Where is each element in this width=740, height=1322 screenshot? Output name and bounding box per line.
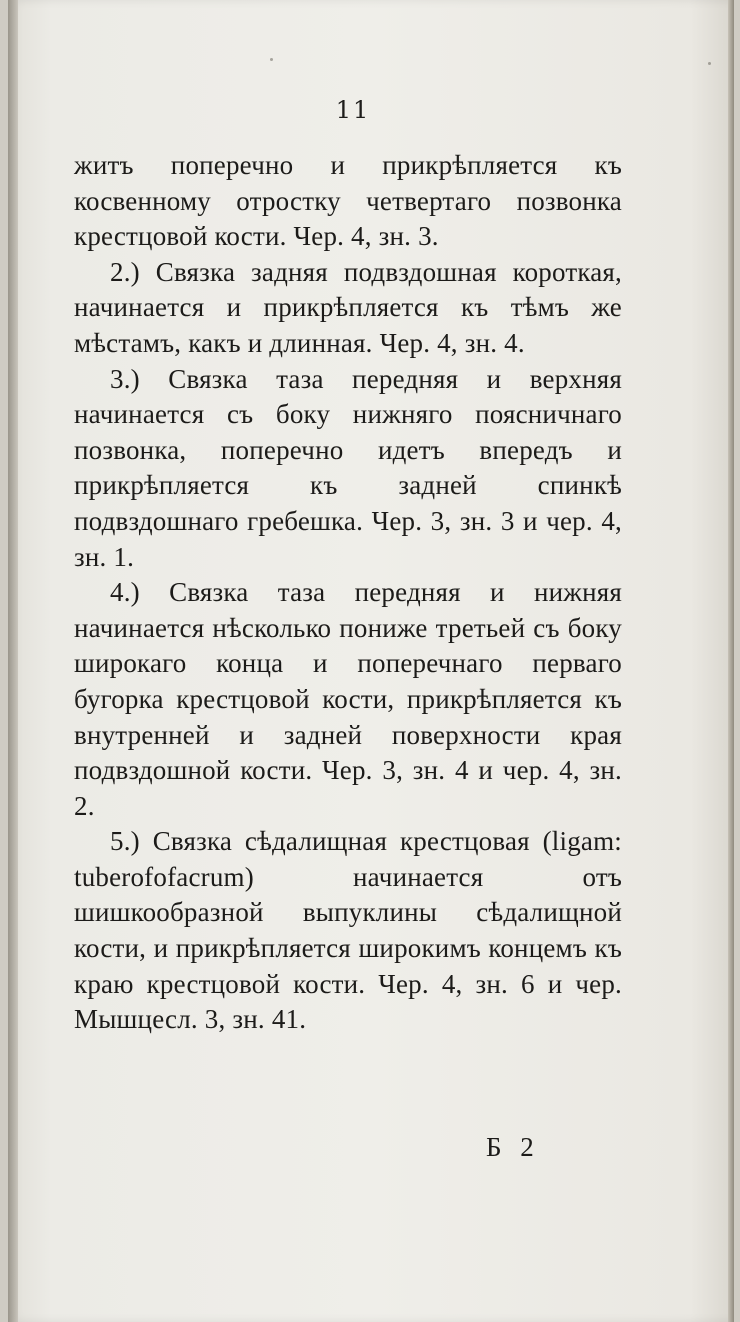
body-text [74, 148, 622, 1038]
signature-mark: Б 2 [486, 1132, 540, 1162]
paragraph-ligament-2: 2.) Связка задняя подвздошная короткая, начинается и прикрѣпляется къ тѣмъ же мѣстамъ, какъ и длинная. Чер. 4, зн. 4. [74, 256, 622, 358]
book-page [8, 0, 734, 1322]
page-number: 11 [335, 96, 371, 124]
paragraph-continuation: житъ поперечно и прикрѣпляется къ косвенному отростку четвертаго позвонка крестцовой кости. Чер. 4, зн. 3. [74, 150, 622, 252]
paper-speck [270, 58, 273, 61]
paragraph-ligament-4: 4.) Связка таза передняя и нижняя начинается нѣсколько пониже третьей съ боку широкаго конца и поперечнаго перваго бугорка крестцовой кости, прикрѣпляется къ внутренней и задней поверхности края подвздошной кости. Чер. 3, зн. 4 и чер. 4, зн. 2. [74, 577, 622, 821]
paper-speck [708, 62, 711, 65]
paragraph-ligament-3: 3.) Связка таза передняя и верхняя начинается съ боку нижняго поясничнаго позвонка, поперечно идетъ впередъ и прикрѣпляется къ задней спинкѣ подвздошнаго гребешка. Чер. 3, зн. 3 и чер. 4, зн. 1. [74, 363, 622, 572]
page-gutter-shadow [8, 0, 18, 1322]
page-edge-shadow [728, 0, 734, 1322]
paragraph-ligament-5: 5.) Связка сѣдалищная крестцовая (ligam: tuberofofacrum) начинается отъ шишкообразной выпуклины сѣдалищной кости, и прикрѣпляется широкимъ концемъ къ краю крестцовой кости. Чер. 4, зн. 6 и чер. Мышцесл. 3, зн. 41. [74, 826, 622, 1035]
